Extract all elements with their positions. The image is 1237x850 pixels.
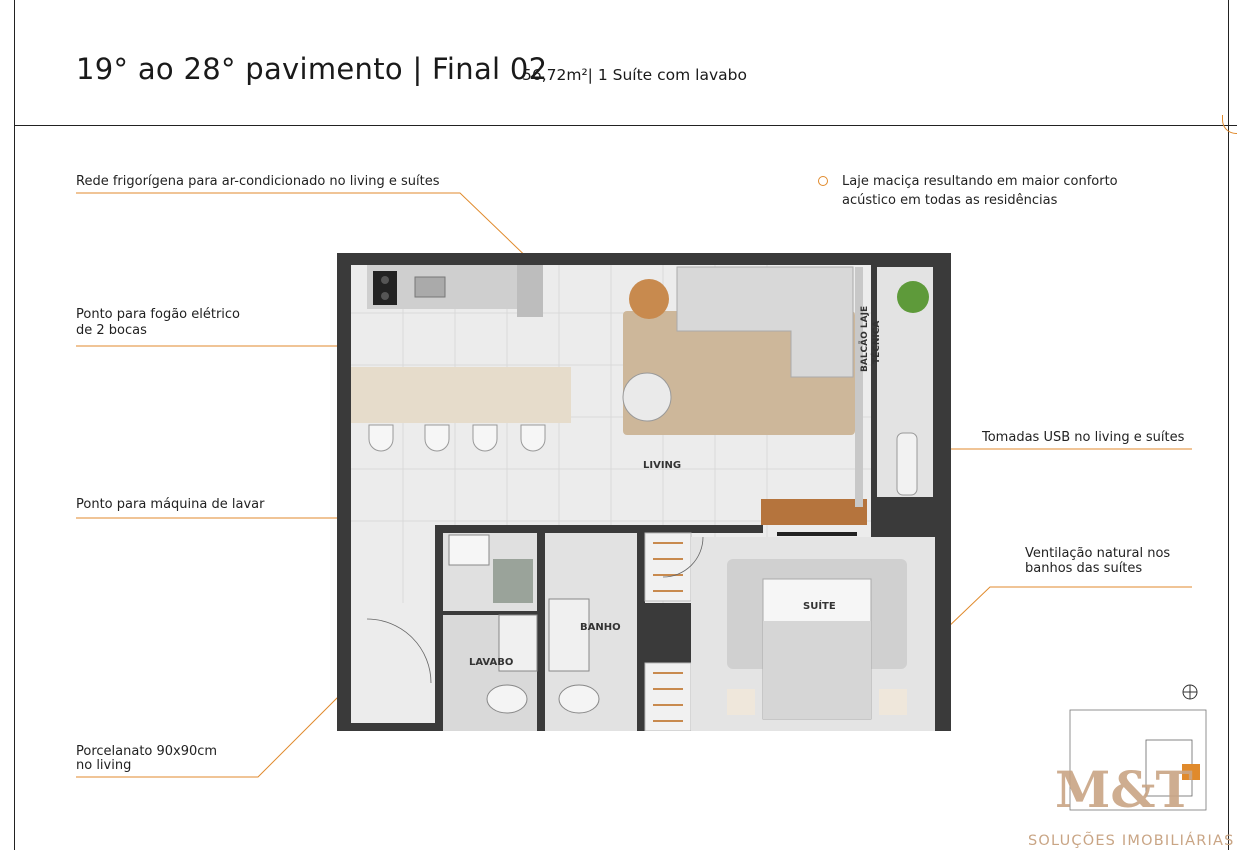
balcony-bench	[897, 433, 917, 495]
armchair	[623, 373, 671, 421]
note-porcelain-line2: no living	[76, 758, 132, 773]
entry-floor	[351, 523, 437, 723]
note-stove-line2: de 2 bocas	[76, 323, 147, 338]
washing-machine	[493, 559, 533, 603]
tv-unit	[761, 499, 867, 525]
leader-vent	[945, 587, 1192, 630]
page-subtitle: 56,72m²| 1 Suíte com lavabo	[522, 66, 747, 84]
page-title: 19° ao 28° pavimento | Final 02	[76, 52, 548, 86]
room-label-balcony-2: TÉCNICA	[872, 320, 882, 364]
bullet-circle-icon	[818, 176, 828, 186]
room-label-bath: BANHO	[580, 622, 621, 633]
room-label-balcony-1: BALCÃO LAJE	[860, 305, 870, 372]
plant	[897, 281, 929, 313]
note-stove-line1: Ponto para fogão elétrico	[76, 307, 241, 322]
room-label-suite: SUÍTE	[803, 601, 836, 612]
note-porcelain-line1: Porcelanato 90x90cm	[76, 744, 218, 759]
fridge	[517, 265, 543, 317]
brand-tagline: SOLUÇÕES IMOBILIÁRIAS	[1028, 833, 1235, 849]
kitchen-island	[351, 367, 571, 423]
floor-plan	[337, 253, 951, 731]
note-usb: Tomadas USB no living e suítes	[982, 430, 1185, 445]
tv	[777, 532, 857, 536]
note-washer: Ponto para máquina de lavar	[76, 497, 265, 512]
room-label-living: LIVING	[643, 460, 682, 471]
note-slab-line2: acústico em todas as residências	[842, 193, 1058, 208]
nightstand-left	[727, 689, 755, 715]
note-vent-line2: banhos das suítes	[1025, 561, 1143, 576]
note-slab-line1: Laje maciça resultando em maior conforto	[842, 174, 1118, 189]
side-table	[629, 279, 669, 319]
sink	[415, 277, 445, 297]
nightstand-right	[879, 689, 907, 715]
note-vent-line1: Ventilação natural nos	[1025, 546, 1171, 561]
room-label-lavabo: LAVABO	[469, 657, 514, 668]
brand-logo: M&T	[1055, 760, 1193, 819]
note-refrigerant: Rede frigorígena para ar-condicionado no living e suítes	[76, 174, 440, 189]
laundry-sink	[449, 535, 489, 565]
